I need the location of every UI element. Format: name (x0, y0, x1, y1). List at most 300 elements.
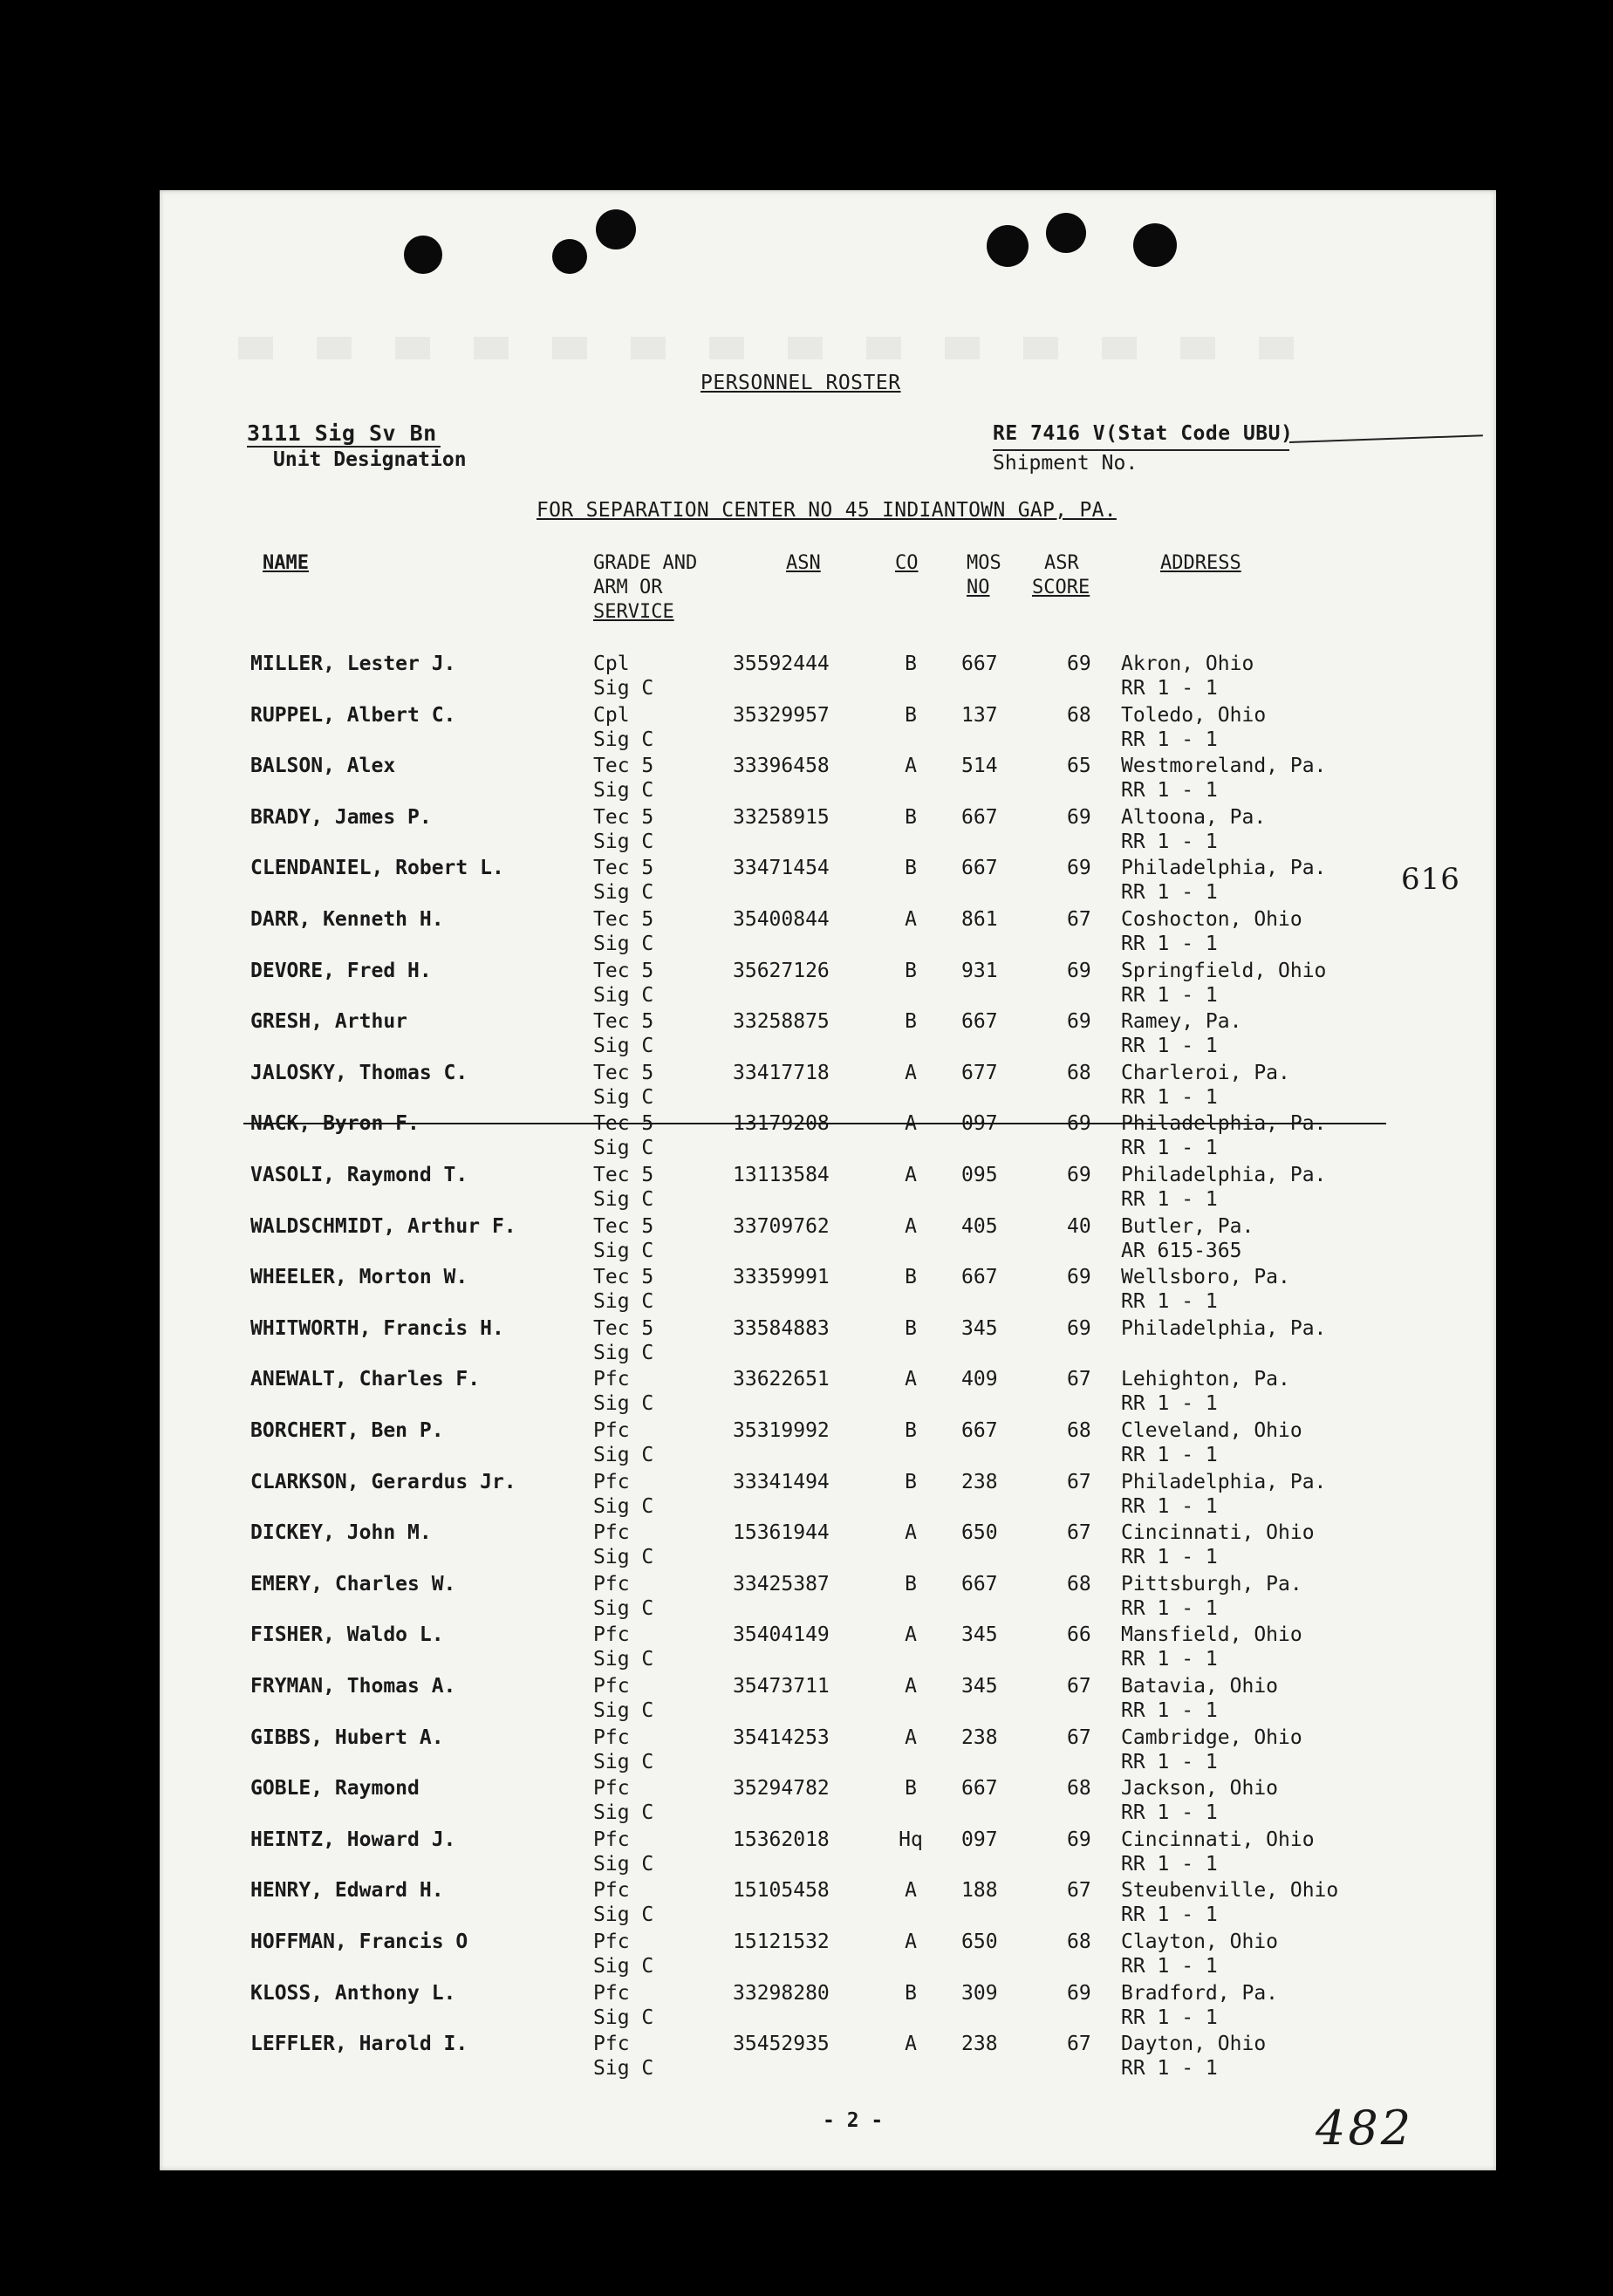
cell-grade: Tec 5 (593, 857, 654, 880)
cell-arm: Sig C (593, 1341, 654, 1364)
cell-score: 68 (1067, 1572, 1091, 1596)
punch-hole (987, 225, 1029, 267)
cell-asn: 33258915 (733, 805, 830, 829)
punch-hole (404, 236, 442, 274)
cell-arm: Sig C (593, 1852, 654, 1876)
cell-score: 65 (1067, 755, 1091, 778)
col-header-mos (967, 551, 1001, 600)
cell-city: Charleroi, Pa. (1121, 1061, 1290, 1084)
cell-asn: 15362018 (733, 1828, 830, 1851)
cell-grade: Pfc (593, 1572, 630, 1596)
cell-city: Philadelphia, Pa. (1121, 1112, 1327, 1136)
cell-co: A (905, 1623, 917, 1647)
table-row (160, 1317, 1496, 1368)
cell-rr: RR 1 - 1 (1121, 677, 1218, 700)
cell-asn: 35452935 (733, 2033, 830, 2056)
cell-co: B (905, 1572, 917, 1596)
shipment-rule-tail (1289, 434, 1483, 443)
cell-name: WHITWORTH, Francis H. (250, 1316, 504, 1340)
cell-asn: 13113584 (733, 1164, 830, 1186)
cell-mos: 667 (961, 1010, 998, 1034)
cell-arm: Sig C (593, 1035, 654, 1058)
cell-score: 69 (1067, 653, 1091, 675)
cell-rr: RR 1 - 1 (1121, 1903, 1218, 1927)
cell-name: NACK, Byron F. (250, 1112, 420, 1136)
col-header-grade-line2: ARM OR (593, 577, 663, 598)
cell-name: EMERY, Charles W. (250, 1572, 456, 1596)
cell-co: Hq (899, 1828, 923, 1851)
cell-co: A (905, 1368, 917, 1391)
shipment-number-label: Shipment No. (993, 452, 1138, 475)
cell-name: CLENDANIEL, Robert L. (250, 857, 504, 880)
cell-city: Philadelphia, Pa. (1121, 857, 1327, 880)
cell-arm: Sig C (593, 1955, 654, 1978)
cell-city: Coshocton, Ohio (1121, 908, 1302, 931)
shipment-number-value: RE 7416 V(Stat Code UBU) (993, 422, 1294, 445)
cell-arm: Sig C (593, 728, 654, 751)
cell-name: HOFFMAN, Francis O (250, 1930, 468, 1953)
col-header-asr (1032, 551, 1090, 600)
cell-rr: RR 1 - 1 (1121, 2006, 1218, 2029)
col-header-grade-line1: GRADE AND (593, 552, 698, 574)
cell-mos: 238 (961, 1725, 998, 1749)
cell-asn: 35319992 (733, 1419, 830, 1442)
col-header-grade-line3: SERVICE (593, 601, 674, 623)
cell-arm: Sig C (593, 779, 654, 803)
cell-mos: 677 (961, 1061, 998, 1084)
cell-asn: 15361944 (733, 1521, 830, 1545)
cell-asn: 33417718 (733, 1061, 830, 1084)
cell-arm: Sig C (593, 1444, 654, 1466)
handwritten-number: 482 (1316, 2101, 1414, 2156)
cell-co: B (905, 1010, 917, 1034)
cell-grade: Tec 5 (593, 1164, 654, 1186)
roster-title: PERSONNEL ROSTER (701, 372, 901, 394)
table-row (160, 1982, 1496, 2033)
table-row (160, 1010, 1496, 1061)
cell-city: Steubenville, Ohio (1121, 1879, 1339, 1903)
cell-grade: Pfc (593, 1368, 630, 1391)
cell-rr: RR 1 - 1 (1121, 1085, 1218, 1109)
cell-asn: 15121532 (733, 1930, 830, 1953)
cell-rr: RR 1 - 1 (1121, 728, 1218, 751)
cell-city: Wellsboro, Pa. (1121, 1266, 1290, 1289)
cell-name: FRYMAN, Thomas A. (250, 1675, 456, 1698)
cell-co: A (905, 1061, 917, 1084)
cell-rr: RR 1 - 1 (1121, 881, 1218, 905)
cell-arm: Sig C (593, 1546, 654, 1569)
cell-rr: RR 1 - 1 (1121, 779, 1218, 803)
cell-mos: 650 (961, 1930, 998, 1953)
cell-grade: Pfc (593, 1828, 630, 1851)
cell-name: GIBBS, Hubert A. (250, 1725, 444, 1749)
cell-city: Lehighton, Pa. (1121, 1368, 1290, 1391)
cell-co: B (905, 1266, 917, 1289)
cell-score: 67 (1067, 1879, 1091, 1903)
cell-mos: 931 (961, 959, 998, 982)
cell-name: MILLER, Lester J. (250, 653, 456, 675)
cell-name: DEVORE, Fred H. (250, 959, 432, 982)
cell-grade: Pfc (593, 1675, 630, 1698)
table-row (160, 1828, 1496, 1879)
cell-grade: Tec 5 (593, 1112, 654, 1136)
cell-co: B (905, 1316, 917, 1340)
cell-name: ANEWALT, Charles F. (250, 1368, 481, 1391)
cell-mos: 667 (961, 1572, 998, 1596)
cell-rr: RR 1 - 1 (1121, 1392, 1218, 1416)
cell-score: 69 (1067, 1010, 1091, 1034)
cell-asn: 33709762 (733, 1214, 830, 1238)
cell-co: A (905, 1214, 917, 1238)
cell-asn: 33622651 (733, 1368, 830, 1391)
cell-mos: 650 (961, 1521, 998, 1545)
cell-arm: Sig C (593, 1392, 654, 1416)
cell-rr: RR 1 - 1 (1121, 1546, 1218, 1569)
table-row (160, 857, 1496, 907)
cell-name: JALOSKY, Thomas C. (250, 1061, 468, 1084)
cell-arm: Sig C (593, 1801, 654, 1825)
cell-city: Cincinnati, Ohio (1121, 1828, 1315, 1851)
cell-rr: RR 1 - 1 (1121, 1444, 1218, 1466)
cell-score: 68 (1067, 1061, 1091, 1084)
cell-asn: 35473711 (733, 1675, 830, 1698)
cell-name: FISHER, Waldo L. (250, 1623, 444, 1647)
cell-score: 67 (1067, 2033, 1091, 2056)
cell-score: 69 (1067, 1164, 1091, 1186)
cell-grade: Tec 5 (593, 959, 654, 982)
cell-mos: 188 (961, 1879, 998, 1903)
cell-rr: RR 1 - 1 (1121, 1955, 1218, 1978)
cell-score: 69 (1067, 805, 1091, 829)
cell-asn: 33359991 (733, 1266, 830, 1289)
table-row (160, 1930, 1496, 1981)
cell-mos: 309 (961, 1981, 998, 2005)
col-header-asr-line2: SCORE (1032, 577, 1090, 598)
cell-score: 69 (1067, 1828, 1091, 1851)
table-row (160, 704, 1496, 755)
cell-arm: Sig C (593, 2006, 654, 2029)
table-row (160, 2033, 1496, 2083)
punch-hole (596, 209, 636, 249)
cell-co: A (905, 908, 917, 931)
cell-grade: Tec 5 (593, 755, 654, 778)
cell-arm: Sig C (593, 1290, 654, 1314)
bleed-through-text (238, 337, 1337, 359)
table-row (160, 1573, 1496, 1623)
cell-grade: Pfc (593, 1623, 630, 1647)
cell-name: VASOLI, Raymond T. (250, 1164, 468, 1186)
cell-city: Springfield, Ohio (1121, 959, 1327, 982)
cell-score: 67 (1067, 1368, 1091, 1391)
table-row (160, 1266, 1496, 1316)
punch-hole (1046, 213, 1086, 253)
cell-co: B (905, 959, 917, 982)
cell-score: 67 (1067, 1470, 1091, 1493)
cell-city: Cambridge, Ohio (1121, 1725, 1302, 1749)
cell-rr: RR 1 - 1 (1121, 1750, 1218, 1773)
cell-grade: Tec 5 (593, 908, 654, 931)
cell-grade: Tec 5 (593, 1214, 654, 1238)
cell-grade: Pfc (593, 1981, 630, 2005)
cell-city: Ramey, Pa. (1121, 1010, 1242, 1034)
cell-co: B (905, 1470, 917, 1493)
cell-name: WALDSCHMIDT, Arthur F. (250, 1214, 516, 1238)
table-row (160, 908, 1496, 959)
col-header-asr-line1: ASR (1044, 552, 1079, 574)
cell-mos: 137 (961, 703, 998, 727)
cell-asn: 33341494 (733, 1470, 830, 1493)
cell-city: Westmoreland, Pa. (1121, 755, 1327, 778)
page-number: - 2 - (823, 2109, 884, 2132)
col-header-name: NAME (263, 552, 309, 574)
cell-asn: 33471454 (733, 857, 830, 880)
cell-arm: Sig C (593, 1699, 654, 1722)
cell-name: BORCHERT, Ben P. (250, 1419, 444, 1442)
cell-score: 68 (1067, 1930, 1091, 1953)
cell-asn: 35414253 (733, 1725, 830, 1749)
cell-city: Mansfield, Ohio (1121, 1623, 1302, 1647)
cell-mos: 667 (961, 805, 998, 829)
cell-asn: 33396458 (733, 755, 830, 778)
cell-rr: RR 1 - 1 (1121, 1494, 1218, 1518)
cell-score: 67 (1067, 1725, 1091, 1749)
cell-arm: Sig C (593, 1596, 654, 1620)
cell-score: 66 (1067, 1623, 1091, 1647)
cell-mos: 095 (961, 1164, 998, 1186)
strikethrough-line (243, 1123, 1386, 1124)
cell-grade: Pfc (593, 1725, 630, 1749)
cell-arm: Sig C (593, 1137, 654, 1160)
cell-mos: 345 (961, 1316, 998, 1340)
cell-arm: Sig C (593, 677, 654, 700)
table-row (160, 1879, 1496, 1930)
cell-arm: Sig C (593, 1903, 654, 1927)
cell-score: 69 (1067, 1112, 1091, 1136)
cell-mos: 861 (961, 908, 998, 931)
cell-co: A (905, 755, 917, 778)
cell-mos: 097 (961, 1828, 998, 1851)
table-row (160, 653, 1496, 703)
cell-arm: Sig C (593, 1085, 654, 1109)
cell-name: DARR, Kenneth H. (250, 908, 444, 931)
cell-co: B (905, 703, 917, 727)
table-row (160, 1368, 1496, 1418)
cell-asn: 35400844 (733, 908, 830, 931)
cell-co: B (905, 857, 917, 880)
table-row (160, 1062, 1496, 1112)
cell-rr: RR 1 - 1 (1121, 933, 1218, 955)
cell-asn: 35329957 (733, 703, 830, 727)
cell-rr: RR 1 - 1 (1121, 830, 1218, 853)
cell-city: Pittsburgh, Pa. (1121, 1572, 1302, 1596)
unit-designation-label: Unit Designation (273, 448, 467, 471)
unit-designation-value: 3111 Sig Sv Bn (247, 420, 441, 448)
cell-score: 69 (1067, 959, 1091, 982)
cell-city: Philadelphia, Pa. (1121, 1164, 1327, 1186)
cell-score: 69 (1067, 1981, 1091, 2005)
cell-grade: Tec 5 (593, 1316, 654, 1340)
cell-arm: Sig C (593, 2057, 654, 2081)
cell-co: B (905, 1777, 917, 1801)
cell-asn: 35294782 (733, 1777, 830, 1801)
cell-city: Toledo, Ohio (1121, 703, 1267, 727)
cell-city: Clayton, Ohio (1121, 1930, 1279, 1953)
cell-arm: Sig C (593, 983, 654, 1007)
table-row (160, 1521, 1496, 1572)
cell-rr: RR 1 - 1 (1121, 1290, 1218, 1314)
cell-city: Cincinnati, Ohio (1121, 1521, 1315, 1545)
cell-rr: RR 1 - 1 (1121, 1188, 1218, 1211)
cell-mos: 097 (961, 1112, 998, 1136)
cell-asn: 33584883 (733, 1316, 830, 1340)
table-row (160, 1471, 1496, 1521)
cell-mos: 409 (961, 1368, 998, 1391)
table-row (160, 1675, 1496, 1725)
cell-name: BALSON, Alex (250, 755, 396, 778)
shipment-rule (993, 449, 1289, 451)
cell-city: Dayton, Ohio (1121, 2033, 1267, 2056)
cell-city: Batavia, Ohio (1121, 1675, 1279, 1698)
table-row (160, 1164, 1496, 1214)
cell-co: B (905, 1981, 917, 2005)
cell-grade: Tec 5 (593, 1010, 654, 1034)
cell-name: HENRY, Edward H. (250, 1879, 444, 1903)
cell-score: 68 (1067, 703, 1091, 727)
cell-name: RUPPEL, Albert C. (250, 703, 456, 727)
cell-arm: Sig C (593, 830, 654, 853)
table-row (160, 1777, 1496, 1828)
cell-co: A (905, 1930, 917, 1953)
cell-grade: Cpl (593, 703, 630, 727)
cell-asn: 35404149 (733, 1623, 830, 1647)
cell-grade: Pfc (593, 1777, 630, 1801)
cell-score: 69 (1067, 1266, 1091, 1289)
table-row (160, 1112, 1496, 1163)
cell-grade: Pfc (593, 1521, 630, 1545)
cell-arm: Sig C (593, 1188, 654, 1211)
cell-arm: Sig C (593, 933, 654, 955)
cell-arm: Sig C (593, 1494, 654, 1518)
cell-grade: Tec 5 (593, 1061, 654, 1084)
cell-score: 67 (1067, 1521, 1091, 1545)
cell-grade: Pfc (593, 2033, 630, 2056)
cell-co: A (905, 2033, 917, 2056)
cell-city: Bradford, Pa. (1121, 1981, 1279, 2005)
cell-rr: RR 1 - 1 (1121, 1801, 1218, 1825)
col-header-mos-line2: NO (967, 577, 990, 598)
cell-name: KLOSS, Anthony L. (250, 1981, 456, 2005)
cell-score: 68 (1067, 1777, 1091, 1801)
cell-co: B (905, 1419, 917, 1442)
table-row (160, 755, 1496, 805)
cell-name: HEINTZ, Howard J. (250, 1828, 456, 1851)
col-header-grade (593, 551, 697, 625)
col-header-address: ADDRESS (1160, 552, 1241, 574)
cell-name: GRESH, Arthur (250, 1010, 408, 1034)
cell-grade: Pfc (593, 1930, 630, 1953)
cell-name: DICKEY, John M. (250, 1521, 432, 1545)
cell-co: A (905, 1164, 917, 1186)
cell-city: Butler, Pa. (1121, 1214, 1254, 1238)
cell-grade: Tec 5 (593, 1266, 654, 1289)
cell-city: Cleveland, Ohio (1121, 1419, 1302, 1442)
cell-asn: 33425387 (733, 1572, 830, 1596)
cell-rr: RR 1 - 1 (1121, 1137, 1218, 1160)
cell-score: 69 (1067, 1316, 1091, 1340)
col-header-asn: ASN (786, 552, 821, 574)
margin-number: 616 (1401, 862, 1460, 897)
cell-co: A (905, 1725, 917, 1749)
cell-co: A (905, 1675, 917, 1698)
cell-rr: RR 1 - 1 (1121, 983, 1218, 1007)
cell-asn: 33298280 (733, 1981, 830, 2005)
cell-name: LEFFLER, Harold I. (250, 2033, 468, 2056)
cell-grade: Pfc (593, 1419, 630, 1442)
cell-city: Philadelphia, Pa. (1121, 1470, 1327, 1493)
cell-mos: 667 (961, 857, 998, 880)
cell-name: WHEELER, Morton W. (250, 1266, 468, 1289)
table-row (160, 806, 1496, 857)
cell-score: 67 (1067, 1675, 1091, 1698)
cell-asn: 33258875 (733, 1010, 830, 1034)
roster-page (160, 190, 1496, 2170)
separation-center: FOR SEPARATION CENTER NO 45 INDIANTOWN GAP, PA. (537, 499, 1117, 522)
cell-rr: RR 1 - 1 (1121, 2057, 1218, 2081)
cell-arm: Sig C (593, 1239, 654, 1262)
table-row (160, 1215, 1496, 1266)
cell-arm: Sig C (593, 1750, 654, 1773)
cell-city: Akron, Ohio (1121, 653, 1254, 675)
cell-grade: Pfc (593, 1470, 630, 1493)
cell-arm: Sig C (593, 1648, 654, 1671)
cell-co: A (905, 1112, 917, 1136)
cell-rr: RR 1 - 1 (1121, 1648, 1218, 1671)
cell-asn: 13179208 (733, 1112, 830, 1136)
cell-rr: RR 1 - 1 (1121, 1699, 1218, 1722)
cell-co: B (905, 805, 917, 829)
cell-rr: RR 1 - 1 (1121, 1852, 1218, 1876)
cell-asn: 15105458 (733, 1879, 830, 1903)
cell-city: Jackson, Ohio (1121, 1777, 1279, 1801)
cell-mos: 667 (961, 1777, 998, 1801)
cell-arm: Sig C (593, 881, 654, 905)
col-header-co: CO (895, 552, 919, 574)
cell-mos: 405 (961, 1214, 998, 1238)
col-header-mos-line1: MOS (967, 552, 1001, 574)
cell-co: A (905, 1521, 917, 1545)
cell-mos: 238 (961, 2033, 998, 2056)
cell-rr: RR 1 - 1 (1121, 1035, 1218, 1058)
cell-mos: 514 (961, 755, 998, 778)
cell-asn: 35592444 (733, 653, 830, 675)
cell-score: 68 (1067, 1419, 1091, 1442)
cell-mos: 345 (961, 1675, 998, 1698)
cell-grade: Pfc (593, 1879, 630, 1903)
cell-name: BRADY, James P. (250, 805, 432, 829)
cell-score: 69 (1067, 857, 1091, 880)
table-row (160, 960, 1496, 1010)
cell-asn: 35627126 (733, 959, 830, 982)
table-row (160, 1726, 1496, 1777)
cell-grade: Tec 5 (593, 805, 654, 829)
cell-rr: RR 1 - 1 (1121, 1596, 1218, 1620)
cell-grade: Cpl (593, 653, 630, 675)
cell-mos: 667 (961, 1419, 998, 1442)
cell-city: Altoona, Pa. (1121, 805, 1267, 829)
cell-co: B (905, 653, 917, 675)
cell-mos: 238 (961, 1470, 998, 1493)
cell-score: 67 (1067, 908, 1091, 931)
